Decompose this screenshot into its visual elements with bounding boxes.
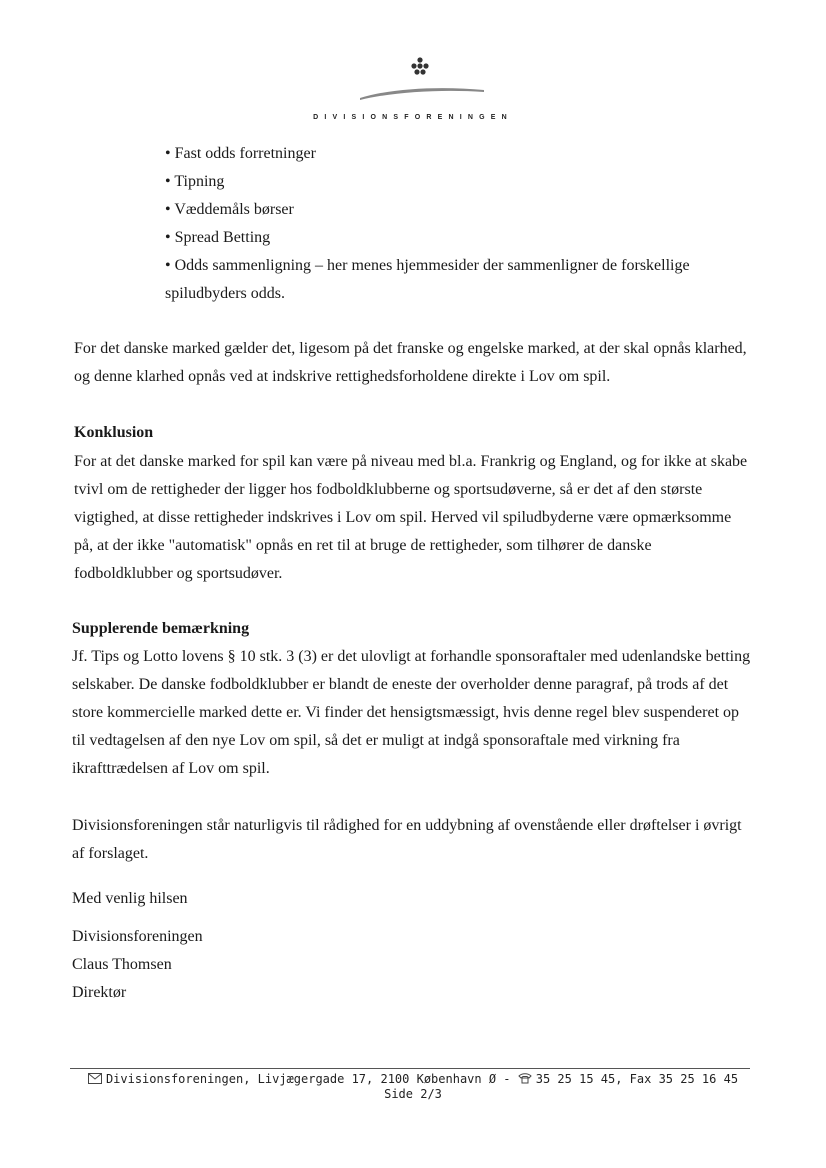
danish-market-paragraph: For det danske marked gælder det, ligesom på det franske og engelske marked, at der skal opnås klarhed, og denne klarhed opnås ved at indskrive rettighedsforholdene direkte i Lov om spil. <box>74 340 747 385</box>
footer-divider <box>70 1068 750 1069</box>
bullet-item: • Spread Betting <box>165 229 271 246</box>
footer-phone-fax: 35 25 15 45, Fax 35 25 16 45 <box>535 1072 739 1086</box>
signature-greeting: Med venlig hilsen <box>72 890 188 907</box>
bullet-list <box>165 140 755 308</box>
bullet-item: • Tipning <box>165 173 225 190</box>
divisionsforeningen-logo-icon <box>352 52 492 102</box>
org-wordmark: DIVISIONSFORENINGEN <box>313 114 513 121</box>
signature-name: Claus Thomsen <box>72 956 172 973</box>
footer-address: Divisionsforeningen, Livjægergade 17, 2100 København Ø - <box>105 1072 511 1086</box>
envelope-icon <box>88 1073 102 1087</box>
supplementary-heading: Supplerende bemærkning <box>72 620 250 637</box>
supplementary-paragraph: Jf. Tips og Lotto lovens § 10 stk. 3 (3) er det ulovligt at forhandle sponsoraftaler med udenlandske betting selskaber. De danske fodboldklubber er blandt de eneste der overholder denne paragraf, på trods af det store kommercielle marked dette er. Vi finder det hensigtsmæssigt, hvis denne regel blev suspenderet op til vedtagelsen af den nye Lov om spil, så det er muligt at indgå sponsoraftale med virkning fra ikrafttrædelsen af Lov om spil. <box>72 648 751 777</box>
footer-page-number: Side 2/3 <box>384 1087 442 1101</box>
bullet-item: • Odds sammenligning – her menes hjemmesider der sammenligner de forskellige spiludbyders odds. <box>165 257 690 302</box>
signature-title: Direktør <box>72 984 127 1001</box>
availability-paragraph: Divisionsforeningen står naturligvis til rådighed for en uddybning af ovenstående eller drøftelser i øvrigt af forslaget. <box>72 817 742 862</box>
conclusion-paragraph: For at det danske marked for spil kan være på niveau med bl.a. Frankrig og England, og for ikke at skabe tvivl om de rettigheder der ligger hos fodboldklubberne og sportsudøverne, så er det af den største vigtighed, at disse rettigheder indskrives i Lov om spil. Herved vil spiludbyderne være opmærksomme på, at der ikke "automatisk" opnås en ret til at bruge de rettigheder, som tilhører de danske fodboldklubber og sportsudøver. <box>74 453 748 582</box>
bullet-item: • Væddemåls børser <box>165 201 294 218</box>
bullet-item: • Fast odds forretninger <box>165 145 316 162</box>
footer-address-line <box>0 1072 826 1087</box>
signature-org: Divisionsforeningen <box>72 928 203 945</box>
telephone-icon <box>518 1073 532 1087</box>
conclusion-heading: Konklusion <box>74 424 154 441</box>
